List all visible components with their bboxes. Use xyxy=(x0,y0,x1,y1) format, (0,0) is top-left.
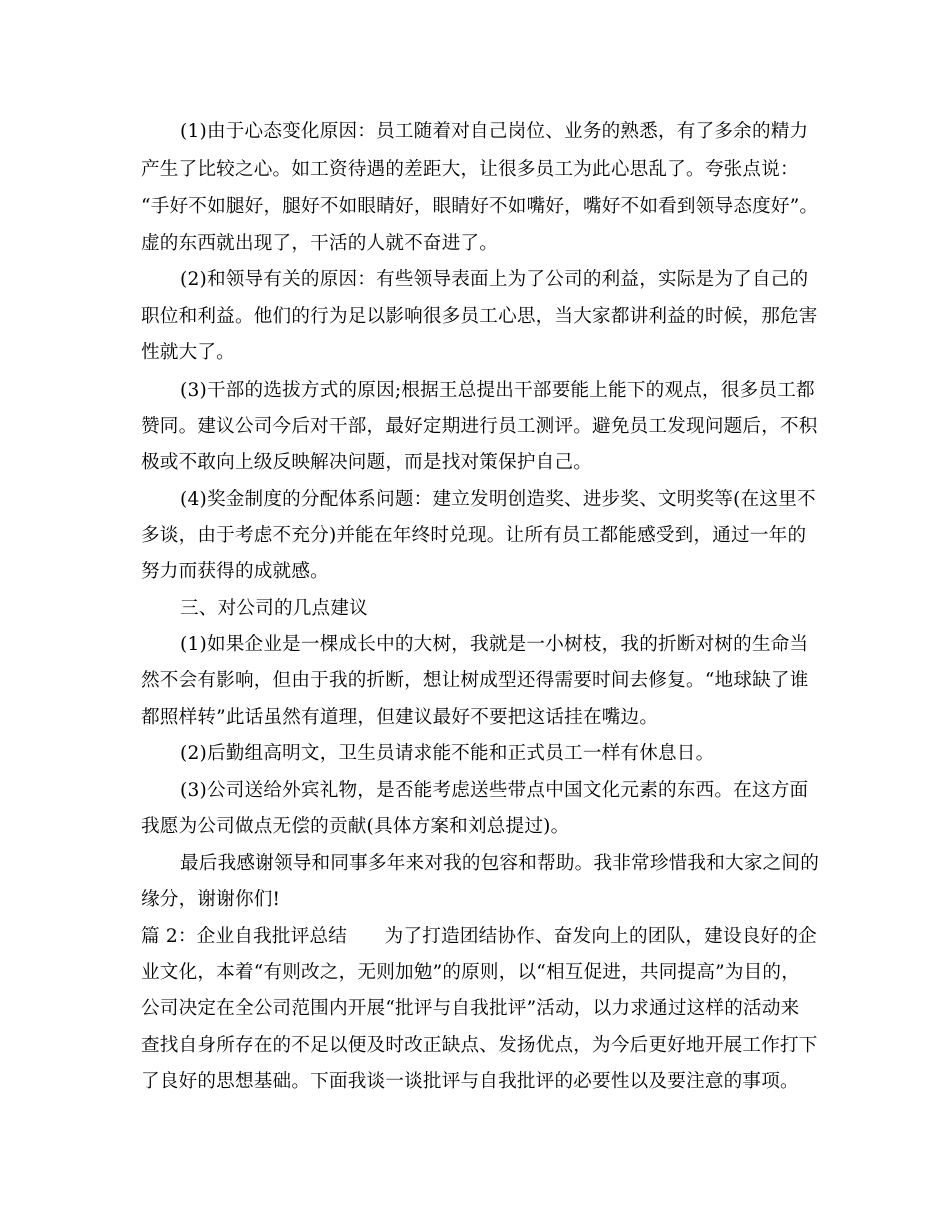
paragraph-line: 性就大了。 xyxy=(141,342,235,363)
paragraph-line: 努力而获得的成就感。 xyxy=(141,561,329,582)
article-heading-line: 篇 2：企业自我批评总结 为了打造团结协作、奋发向上的团队，建设良好的企 xyxy=(141,926,817,947)
paragraph-line: 然不会有影响，但由于我的折断，想让树成型还得需要时间去修复。“地球缺了谁 xyxy=(141,670,809,691)
paragraph-line: 赞同。建议公司今后对干部，最好定期进行员工测评。避免员工发现问题后，不积 xyxy=(141,416,818,437)
paragraph-line: (3)公司送给外宾礼物，是否能考虑送些带点中国文化元素的东西。在这方面 xyxy=(180,780,809,801)
paragraph-line: 查找自身所存在的不足以便及时改正缺点、发扬优点，为今后更好地开展工作打下 xyxy=(141,1035,818,1056)
paragraph-line: (2)和领导有关的原因：有些领导表面上为了公司的利益，实际是为了自己的 xyxy=(180,269,809,290)
paragraph-line: “手好不如腿好，腿好不如眼睛好，眼睛好不如嘴好，嘴好不如看到领导态度好”。 xyxy=(141,196,819,217)
paragraph-line: (2)后勤组高明文，卫生员请求能不能和正式员工一样有休息日。 xyxy=(180,743,715,764)
paragraph-line: 最后我感谢领导和同事多年来对我的包容和帮助。我非常珍惜我和大家之间的 xyxy=(180,853,819,874)
paragraph-line: 了良好的思想基础。下面我谈一谈批评与自我批评的必要性以及要注意的事项。 xyxy=(141,1071,799,1092)
paragraph-line: 职位和利益。他们的行为足以影响很多员工心思，当大家都讲利益的时候，那危害 xyxy=(141,306,818,327)
paragraph-line: 我愿为公司做点无偿的贡献(具体方案和刘总提过)。 xyxy=(141,816,570,837)
section-heading: 三、对公司的几点建议 xyxy=(180,598,368,619)
paragraph-line: 缘分，谢谢你们! xyxy=(141,889,281,910)
paragraph-line: (3)干部的选拔方式的原因;根据王总提出干部要能上能下的观点，很多员工都 xyxy=(180,380,815,401)
paragraph-line: 公司决定在全公司范围内开展“批评与自我批评”活动，以力求通过这样的活动来 xyxy=(141,998,800,1019)
paragraph-line: 虚的东西就出现了，干活的人就不奋进了。 xyxy=(141,233,499,254)
paragraph-line: (4)奖金制度的分配体系问题：建立发明创造奖、进步奖、文明奖等(在这里不 xyxy=(180,489,816,510)
paragraph-line: 产生了比较之心。如工资待遇的差距大，让很多员工为此心思乱了。夸张点说： xyxy=(141,159,799,180)
paragraph-line: 多谈，由于考虑不充分)并能在年终时兑现。让所有员工都能感受到，通过一年的 xyxy=(141,525,807,546)
paragraph-line: (1)由于心态变化原因：员工随着对自己岗位、业务的熟悉，有了多余的精力 xyxy=(180,121,809,142)
paragraph-line: 都照样转”此话虽然有道理，但建议最好不要把这话挂在嘴边。 xyxy=(141,707,659,728)
paragraph-line: (1)如果企业是一棵成长中的大树，我就是一小树枝，我的折断对树的生命当 xyxy=(180,634,809,655)
paragraph-line: 极或不敢向上级反映解决问题，而是找对策保护自己。 xyxy=(141,452,593,473)
paragraph-line: 业文化，本着“有则改之，无则加勉”的原则，以“相互促进，共同提高”为目的， xyxy=(141,962,801,983)
